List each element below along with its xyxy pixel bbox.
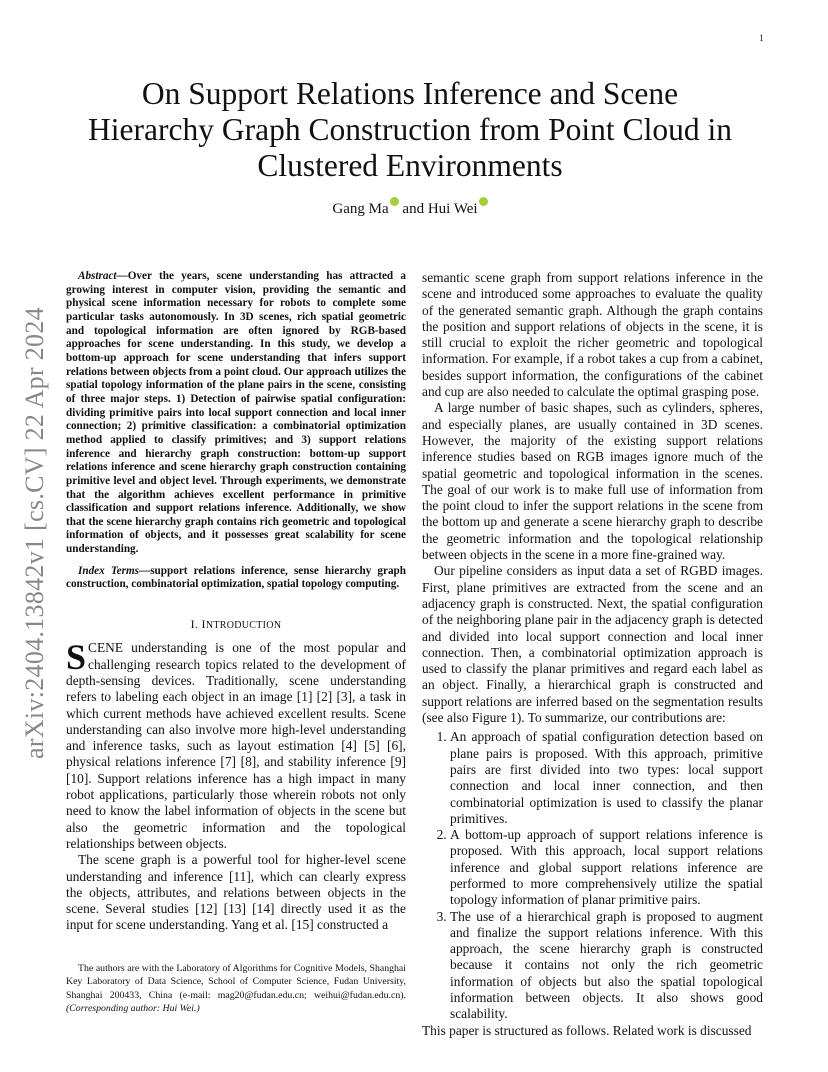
author-name: Gang Ma [332, 201, 389, 217]
abstract-label: Abstract [78, 270, 117, 282]
author-line [60, 197, 760, 218]
body-paragraph: Our pipeline considers as input data a set of RGBD images. First, plane primitives are extracted from the scene and an adjacency graph is constructed. Next, the spatial configuration of the neighboring plane pair in the adjacency graph is detected and divided into local support connection and local inner connection. Then, a combinatorial optimization approach is used to classify the planar primitives and regard each label as an object. Finally, a hierarchical graph is constructed and support relations are inferred based on the segmentation results (see also Figure 1). To summarize, our contributions are: [422, 563, 763, 726]
author-name: Hui Wei [427, 201, 478, 217]
body-paragraph: This paper is structured as follows. Related work is discussed [422, 1022, 752, 1038]
page-number: 1 [759, 33, 764, 43]
drop-cap: S [66, 637, 87, 678]
list-item: 3. The use of a hierarchical graph is proposed to augment and finalize the support relations inference. With this approach, the scene hierarchy graph is constructed because it contains not only the rich geometric information of objects but also the spatial topological information between objects. It also shows good scalability. [450, 909, 763, 1023]
list-item: 1. An approach of spatial configuration detection based on plane pairs is proposed. With this approach, primitive pairs are first divided into two types: local support connection and local inner connection, and then combinatorial optimization is used to classify the planar primitives. [450, 729, 763, 827]
arxiv-identifier: arXiv:2404.13842v1 [cs.CV] 22 Apr 2024 [20, 307, 49, 759]
footnote: The authors are with the Laboratory of Algorithms for Cognitive Models, Shanghai Key Laboratory of Data Science, School of Computer Science, Fudan University, Shanghai 200433, China (e-mail: mag20@fudan.edu.cn; weihui@fudan.edu.cn). (Corresponding author: Hui Wei.) [66, 963, 406, 1015]
orcid-icon[interactable] [390, 197, 399, 206]
left-column [66, 270, 406, 934]
paper-title [60, 76, 760, 184]
section-heading-introduction: I. INTRODUCTION [190, 617, 282, 632]
index-terms [66, 565, 406, 592]
body-paragraph: The scene graph is a powerful tool for higher-level scene understanding and inference [11], which can clearly express the objects, attributes, and relations between objects in the scene. Several studies [12] [13] [14] directly used it as the input for scene understanding. Yang et al. [15] constructed a [66, 852, 406, 933]
right-column [422, 270, 763, 1039]
orcid-icon[interactable] [479, 197, 488, 206]
title-line: On Support Relations Inference and Scene [141, 76, 679, 111]
title-line: Clustered Environments [257, 148, 563, 183]
body-paragraph: A large number of basic shapes, such as cylinders, spheres, and especially planes, are usually contained in 3D scenes. However, the majority of the existing support relations inference studies based on RGB images ignore much of the spatial geometric and topological information in the scenes. The goal of our work is to make full use of information from the point cloud to infer the support relations in the scene from the bottom up and generate a scene hierarchy graph to describe the geometric information and the topological relationship between objects in the scene in a more fine-grained way. [422, 400, 763, 563]
abstract [66, 270, 406, 557]
index-terms-text: —support relations inference, sense hierarchy graph construction, combinatorial optimization, spatial topology computing. [66, 564, 406, 591]
body-paragraph: SCENE understanding is one of the most popular and challenging research topics related to the development of depth-sensing devices. Traditionally, scene understanding refers to labeling each object in an image [1] [2] [3], a task in which current methods have achieved excellent results. Scene understanding can also involve more high-level understanding and inference tasks, such as layout estimation [4] [5] [6], physical relations inference [7] [8], and stability inference [9] [10]. Support relations inference has a high impact in many robot applications, particularly those wherein robots not only need to know the label information of objects in the scene but also the geometric information and the topological relationships between objects. [66, 637, 406, 851]
abstract-text: —Over the years, scene understanding has attracted a growing interest in computer vision, providing the semantic and physical scene information necessary for robots to complete some particular tasks autonomously. In 3D scenes, rich spatial geometric and topological information are often ignored by RGB-based approaches for scene understanding. In this study, we develop a bottom-up approach for scene understanding that infers support relations between objects from a point cloud. Our approach utilizes the spatial topology information of the plane pairs in the scene, consisting of three major steps. 1) Detection of pairwise spatial configuration: dividing primitive pairs into local support connection and local inner connection; 2) primitive classification: a combinatorial optimization method applied to classify primitives; and 3) support relations inference and hierarchy graph construction: bottom-up support relations inference and scene hierarchy graph construction containing primitive level and object level. Through experiments, we demonstrate that the algorithm achieves excellent performance in primitive classification and support relations inference. Additionally, we show that the scene hierarchy graph contains rich geometric and topological information of objects, and it possesses great scalability for scene understanding. [66, 270, 406, 556]
title-line: Hierarchy Graph Construction from Point Cloud in [88, 112, 732, 147]
index-terms-label: Index Terms [78, 564, 140, 577]
contributions-list [422, 729, 763, 1022]
list-item: 2. A bottom-up approach of support relations inference is proposed. With this approach, local support relations inference and global support relations inference are performed to more comprehensively utilize the spatial topology information of planar primitive pairs. [450, 827, 763, 908]
author-conjunction: and [402, 201, 425, 217]
body-paragraph: semantic scene graph from support relations inference in the scene and introduced some approaches to evaluate the quality of the generated semantic graph. Although the graph contains the position and support relations of objects in the scene, it is still crucial to exploit the richer geometric and topological information. For example, if a robot takes a cup from a cabinet, besides support information, the configurations of the cabinet and cup are also needed to calculate the optimal grasping pose. [422, 270, 763, 400]
